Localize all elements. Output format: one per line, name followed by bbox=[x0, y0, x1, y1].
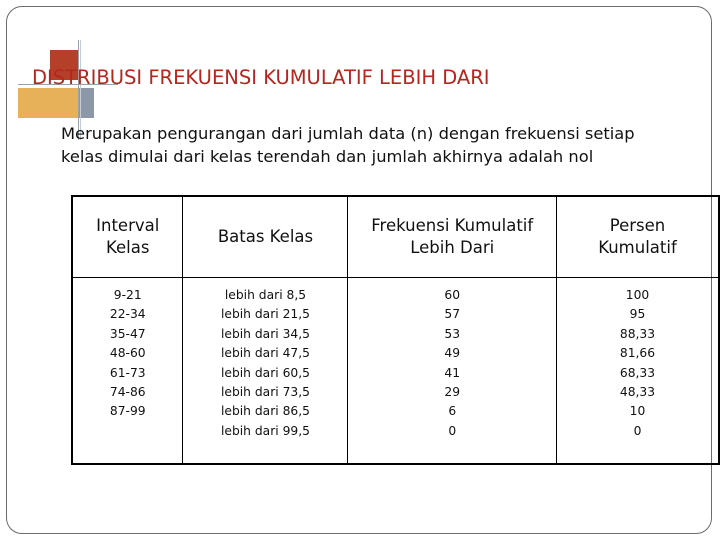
table-cell-value: 29 bbox=[444, 385, 461, 400]
table-cell-value: lebih dari 8,5 bbox=[224, 288, 307, 302]
table-cell-value: 48-60 bbox=[109, 346, 146, 361]
table-cell-value: 10 bbox=[629, 404, 646, 419]
table-cell-value: 9-21 bbox=[113, 288, 142, 302]
description-line: kelas dimulai dari kelas terendah dan jumlah akhirnya adalah nol bbox=[61, 147, 594, 166]
table-cell-value: 95 bbox=[629, 307, 646, 322]
table-cell-value: lebih dari 21,5 bbox=[220, 307, 310, 322]
table-cell-value: lebih dari 99,5 bbox=[220, 423, 310, 438]
table-cell-value: lebih dari 34,5 bbox=[220, 326, 310, 341]
table-cell-value: 49 bbox=[444, 346, 461, 361]
description-line: Merupakan pengurangan dari jumlah data (n) dengan frekuensi setiap bbox=[61, 124, 635, 143]
table-row bbox=[72, 278, 719, 465]
column-frekuensi-kumulatif bbox=[348, 278, 557, 465]
column-batas-kelas bbox=[183, 278, 348, 465]
table-cell-value: 0 bbox=[448, 423, 457, 438]
header-interval-kelas: Interval Kelas bbox=[72, 196, 183, 278]
table-cell-value: 22-34 bbox=[109, 307, 146, 322]
table-cell-value: 53 bbox=[444, 326, 461, 341]
table-cell-value: 68,33 bbox=[619, 365, 656, 380]
table-cell-value: 61-73 bbox=[109, 365, 146, 380]
table-cell-value: 100 bbox=[625, 288, 650, 302]
table-cell-value: lebih dari 86,5 bbox=[220, 404, 310, 419]
table-cell-value: 74-86 bbox=[109, 385, 146, 400]
header-persen-kumulatif: Persen Kumulatif bbox=[556, 196, 719, 278]
table-cell-value: 81,66 bbox=[619, 346, 656, 361]
table-header-row bbox=[72, 196, 719, 278]
table-cell-value: 41 bbox=[444, 365, 461, 380]
frequency-table bbox=[71, 195, 720, 465]
table-cell-value: 57 bbox=[444, 307, 461, 322]
table-cell-value: lebih dari 73,5 bbox=[220, 385, 310, 400]
table-cell-value: 88,33 bbox=[619, 326, 656, 341]
table-cell-value: 6 bbox=[448, 404, 457, 419]
table-cell-value: 48,33 bbox=[619, 385, 656, 400]
table-cell-value: 87-99 bbox=[109, 404, 146, 419]
slide-description bbox=[61, 122, 701, 168]
column-interval-kelas bbox=[72, 278, 183, 465]
table-cell-value: lebih dari 47,5 bbox=[220, 346, 310, 361]
column-persen-kumulatif bbox=[556, 278, 719, 465]
table-cell-value: 35-47 bbox=[109, 326, 146, 341]
table-cell-value: 60 bbox=[444, 288, 461, 302]
table-cell-value: 0 bbox=[633, 423, 642, 438]
decorative-square-orange bbox=[18, 88, 78, 118]
header-frekuensi-kumulatif: Frekuensi Kumulatif Lebih Dari bbox=[348, 196, 557, 278]
header-batas-kelas: Batas Kelas bbox=[183, 196, 348, 278]
table-cell-value: lebih dari 60,5 bbox=[220, 365, 310, 380]
slide-title: DISTRIBUSI FREKUENSI KUMULATIF LEBIH DARI bbox=[32, 66, 490, 89]
